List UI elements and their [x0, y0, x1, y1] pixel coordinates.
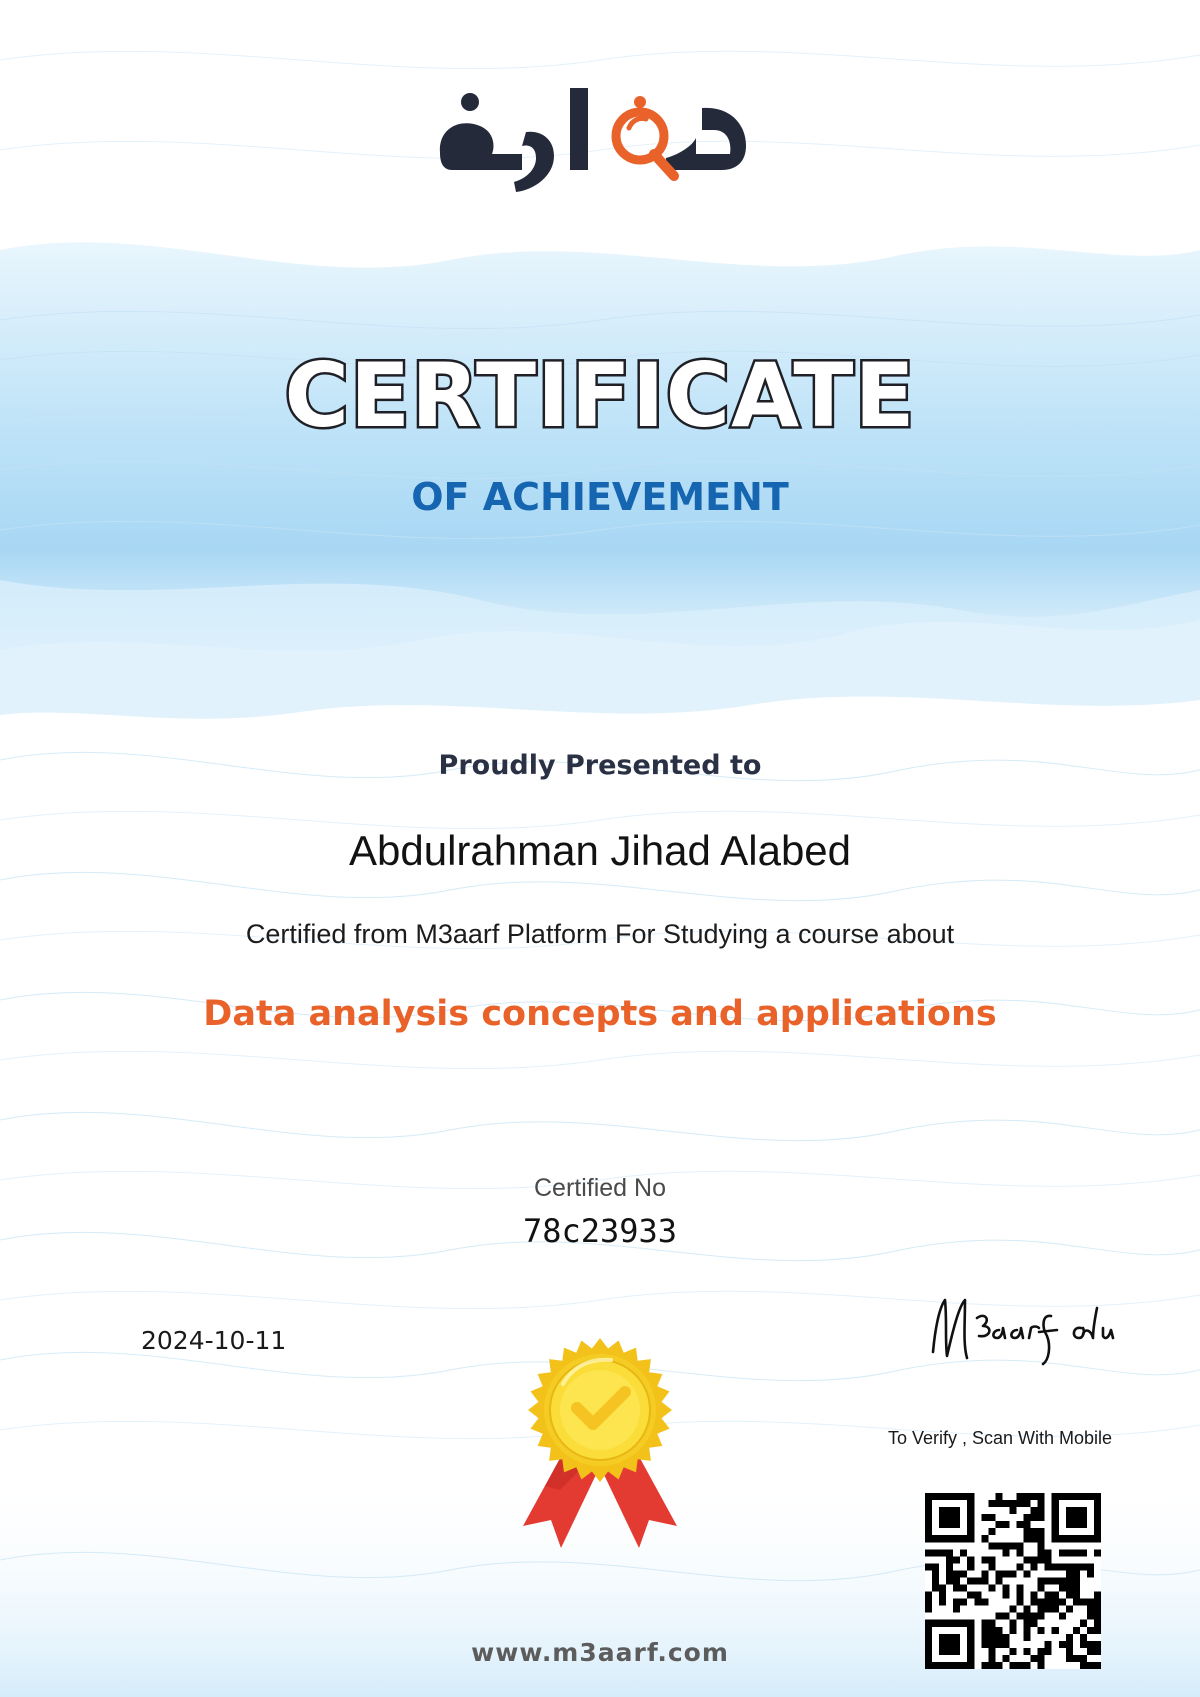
qr-module: [1002, 1570, 1009, 1577]
qr-module: [1017, 1542, 1024, 1549]
qr-module: [1045, 1599, 1052, 1606]
qr-module: [925, 1535, 932, 1542]
qr-module: [967, 1514, 974, 1521]
qr-module: [988, 1620, 995, 1627]
qr-module: [932, 1563, 939, 1570]
qr-module: [1045, 1556, 1052, 1563]
qr-module: [1066, 1514, 1073, 1521]
qr-module: [946, 1556, 953, 1563]
qr-module: [939, 1585, 946, 1592]
qr-module: [1080, 1549, 1087, 1556]
qr-module: [1066, 1585, 1073, 1592]
qr-module: [995, 1570, 1002, 1577]
qr-module: [1038, 1627, 1045, 1634]
qr-module: [1017, 1500, 1024, 1507]
qr-module: [1045, 1563, 1052, 1570]
qr-module: [925, 1493, 932, 1500]
qr-module: [1094, 1507, 1101, 1514]
qr-module: [967, 1627, 974, 1634]
qr-module: [988, 1585, 995, 1592]
recipient-name: Abdulrahman Jihad Alabed: [348, 827, 852, 874]
qr-module: [1073, 1535, 1080, 1542]
qr-module: [1087, 1570, 1094, 1577]
qr-module: [925, 1592, 932, 1599]
qr-module: [1087, 1627, 1094, 1634]
qr-module: [967, 1592, 974, 1599]
qr-module: [1087, 1599, 1094, 1606]
logo-letter-alef: [570, 88, 588, 170]
qr-module: [1052, 1535, 1059, 1542]
qr-module: [946, 1549, 953, 1556]
qr-module: [925, 1514, 932, 1521]
qr-module: [939, 1493, 946, 1500]
qr-module: [1045, 1606, 1052, 1613]
qr-module: [995, 1577, 1002, 1584]
qr-module: [1002, 1549, 1009, 1556]
qr-module: [953, 1493, 960, 1500]
qr-module: [1080, 1521, 1087, 1528]
qr-module: [1038, 1556, 1045, 1563]
qr-module: [967, 1521, 974, 1528]
qr-module: [974, 1592, 981, 1599]
qr-module: [1038, 1613, 1045, 1620]
qr-module: [1017, 1563, 1024, 1570]
qr-module: [1017, 1521, 1024, 1528]
qr-module: [1066, 1570, 1073, 1577]
qr-module: [1038, 1542, 1045, 1549]
qr-module: [1009, 1507, 1016, 1514]
qr-module: [1024, 1627, 1031, 1634]
qr-module: [1094, 1528, 1101, 1535]
qr-module: [1038, 1514, 1045, 1521]
qr-module: [1052, 1577, 1059, 1584]
qr-module: [967, 1535, 974, 1542]
qr-module: [939, 1535, 946, 1542]
qr-module: [981, 1599, 988, 1606]
qr-module: [932, 1577, 939, 1584]
qr-module: [1073, 1521, 1080, 1528]
qr-module: [1002, 1542, 1009, 1549]
qr-module: [960, 1599, 967, 1606]
certificate-number-label: Certified No: [534, 1174, 666, 1202]
qr-module: [925, 1521, 932, 1528]
qr-module: [932, 1535, 939, 1542]
qr-module: [1073, 1549, 1080, 1556]
qr-module: [1066, 1577, 1073, 1584]
qr-module: [1052, 1599, 1059, 1606]
qr-module: [1094, 1613, 1101, 1620]
qr-module: [953, 1514, 960, 1521]
qr-module: [1073, 1563, 1080, 1570]
qr-module: [995, 1521, 1002, 1528]
certificate-subtitle: OF ACHIEVEMENT: [411, 475, 789, 519]
qr-module: [1002, 1521, 1009, 1528]
qr-module: [967, 1528, 974, 1535]
qr-module: [1024, 1535, 1031, 1542]
qr-module: [981, 1627, 988, 1634]
qr-module: [1066, 1549, 1073, 1556]
award-medal: [515, 1330, 685, 1560]
qr-module: [1066, 1493, 1073, 1500]
qr-module: [1094, 1606, 1101, 1613]
qr-module: [981, 1577, 988, 1584]
qr-module: [1052, 1500, 1059, 1507]
issue-date: 2024-10-11: [141, 1326, 287, 1355]
qr-module: [939, 1599, 946, 1606]
qr-module: [1094, 1493, 1101, 1500]
qr-module: [1002, 1585, 1009, 1592]
qr-module: [925, 1549, 932, 1556]
qr-module: [995, 1627, 1002, 1634]
qr-module: [1031, 1563, 1038, 1570]
qr-module: [1038, 1528, 1045, 1535]
qr-module: [1017, 1613, 1024, 1620]
qr-module: [1009, 1570, 1016, 1577]
qr-module: [988, 1514, 995, 1521]
qr-module: [1059, 1613, 1066, 1620]
qr-module: [1080, 1535, 1087, 1542]
qr-module: [1052, 1563, 1059, 1570]
qr-module: [932, 1493, 939, 1500]
certified-from-text: Certified from M3aarf Platform For Studying a course about: [245, 919, 955, 949]
qr-module: [946, 1493, 953, 1500]
qr-module: [1073, 1570, 1080, 1577]
qr-module: [995, 1542, 1002, 1549]
qr-module: [981, 1620, 988, 1627]
qr-module: [1087, 1613, 1094, 1620]
qr-module: [960, 1549, 967, 1556]
verify-instruction: To Verify , Scan With Mobile: [887, 1428, 1113, 1448]
qr-module: [1073, 1493, 1080, 1500]
qr-module: [925, 1620, 932, 1627]
qr-module: [1002, 1500, 1009, 1507]
qr-module: [1038, 1535, 1045, 1542]
qr-module: [953, 1577, 960, 1584]
qr-module: [1087, 1535, 1094, 1542]
qr-module: [988, 1528, 995, 1535]
qr-module: [932, 1570, 939, 1577]
qr-module: [953, 1556, 960, 1563]
qr-module: [1066, 1507, 1073, 1514]
qr-module: [1094, 1549, 1101, 1556]
certificate-title: CERTIFICATE: [284, 344, 916, 447]
qr-module: [1017, 1493, 1024, 1500]
qr-module: [988, 1542, 995, 1549]
signature: [925, 1290, 1125, 1370]
qr-module: [1052, 1514, 1059, 1521]
qr-module: [932, 1549, 939, 1556]
qr-module: [1031, 1507, 1038, 1514]
qr-module: [1066, 1592, 1073, 1599]
qr-module: [995, 1500, 1002, 1507]
qr-module: [1038, 1599, 1045, 1606]
qr-module: [1080, 1514, 1087, 1521]
qr-module: [1038, 1493, 1045, 1500]
qr-module: [1073, 1592, 1080, 1599]
qr-module: [1080, 1599, 1087, 1606]
qr-module: [953, 1599, 960, 1606]
qr-module: [1094, 1620, 1101, 1627]
qr-module: [967, 1556, 974, 1563]
qr-module: [1087, 1493, 1094, 1500]
qr-module: [1017, 1599, 1024, 1606]
qr-module: [946, 1577, 953, 1584]
qr-module: [1017, 1585, 1024, 1592]
qr-module: [1038, 1585, 1045, 1592]
logo-letter-ain: [666, 108, 746, 170]
qr-module: [925, 1528, 932, 1535]
qr-module: [1031, 1528, 1038, 1535]
qr-module: [1059, 1577, 1066, 1584]
qr-module: [960, 1585, 967, 1592]
qr-module: [1059, 1549, 1066, 1556]
qr-module: [974, 1599, 981, 1606]
qr-module: [925, 1563, 932, 1570]
qr-module: [1052, 1493, 1059, 1500]
qr-module: [1094, 1521, 1101, 1528]
qr-module: [967, 1620, 974, 1627]
qr-module: [946, 1570, 953, 1577]
qr-module: [1002, 1613, 1009, 1620]
qr-module: [946, 1563, 953, 1570]
qr-module: [1024, 1620, 1031, 1627]
qr-module: [1045, 1549, 1052, 1556]
qr-module: [1024, 1521, 1031, 1528]
qr-module: [960, 1493, 967, 1500]
qr-module: [939, 1521, 946, 1528]
course-name: Data analysis concepts and applications: [203, 994, 997, 1034]
qr-module: [1087, 1606, 1094, 1613]
qr-module: [981, 1556, 988, 1563]
qr-module: [1009, 1606, 1016, 1613]
qr-module: [981, 1570, 988, 1577]
qr-module: [995, 1613, 1002, 1620]
qr-module: [1094, 1627, 1101, 1634]
qr-module: [995, 1493, 1002, 1500]
qr-module: [1087, 1563, 1094, 1570]
qr-module: [953, 1620, 960, 1627]
qr-module: [1031, 1493, 1038, 1500]
qr-module: [1002, 1592, 1009, 1599]
qr-module: [1045, 1592, 1052, 1599]
qr-module: [974, 1577, 981, 1584]
qr-module: [967, 1507, 974, 1514]
qr-module: [1031, 1613, 1038, 1620]
qr-module: [946, 1514, 953, 1521]
qr-module: [1024, 1528, 1031, 1535]
qr-module: [988, 1627, 995, 1634]
qr-module: [1059, 1493, 1066, 1500]
qr-module: [953, 1521, 960, 1528]
magnifier-icon: [616, 96, 674, 176]
qr-module: [1031, 1599, 1038, 1606]
qr-module: [1073, 1507, 1080, 1514]
qr-module: [1038, 1507, 1045, 1514]
qr-module: [932, 1585, 939, 1592]
qr-module: [960, 1570, 967, 1577]
qr-module: [1052, 1507, 1059, 1514]
qr-module: [1024, 1493, 1031, 1500]
qr-module: [1059, 1535, 1066, 1542]
qr-module: [1059, 1599, 1066, 1606]
qr-module: [1017, 1549, 1024, 1556]
qr-module: [1073, 1627, 1080, 1634]
qr-module: [1066, 1535, 1073, 1542]
qr-module: [1031, 1556, 1038, 1563]
qr-module: [1031, 1620, 1038, 1627]
qr-module: [939, 1514, 946, 1521]
qr-module: [1094, 1514, 1101, 1521]
qr-module: [925, 1507, 932, 1514]
qr-module: [953, 1570, 960, 1577]
qr-module: [1073, 1514, 1080, 1521]
qr-module: [1073, 1599, 1080, 1606]
qr-module: [967, 1500, 974, 1507]
qr-module: [953, 1585, 960, 1592]
qr-module: [1080, 1563, 1087, 1570]
qr-module: [1080, 1620, 1087, 1627]
qr-module: [1009, 1627, 1016, 1634]
qr-module: [988, 1500, 995, 1507]
qr-module: [925, 1500, 932, 1507]
qr-module: [1073, 1577, 1080, 1584]
qr-module: [1031, 1514, 1038, 1521]
qr-module: [1059, 1585, 1066, 1592]
qr-module: [925, 1627, 932, 1634]
qr-module: [1038, 1606, 1045, 1613]
qr-module: [1038, 1577, 1045, 1584]
qr-module: [1009, 1620, 1016, 1627]
qr-module: [1073, 1585, 1080, 1592]
qr-module: [1052, 1521, 1059, 1528]
qr-module: [1052, 1606, 1059, 1613]
qr-module: [981, 1535, 988, 1542]
qr-module: [946, 1535, 953, 1542]
qr-module: [939, 1620, 946, 1627]
qr-module: [1066, 1563, 1073, 1570]
qr-module: [925, 1606, 932, 1613]
qr-module: [1094, 1535, 1101, 1542]
m3aarf-logo: [430, 68, 770, 198]
qr-module: [967, 1563, 974, 1570]
certificate-number-value: 78c23933: [522, 1212, 678, 1250]
qr-module: [1017, 1592, 1024, 1599]
qr-module: [1024, 1606, 1031, 1613]
qr-module: [1066, 1606, 1073, 1613]
logo-letter-fa: [440, 123, 522, 170]
qr-module: [960, 1535, 967, 1542]
qr-module: [1052, 1627, 1059, 1634]
qr-module: [981, 1514, 988, 1521]
qr-module: [1024, 1570, 1031, 1577]
qr-module: [1045, 1577, 1052, 1584]
qr-module: [1094, 1500, 1101, 1507]
qr-module: [953, 1507, 960, 1514]
qr-module: [1080, 1507, 1087, 1514]
qr-module: [1009, 1542, 1016, 1549]
qr-module: [946, 1521, 953, 1528]
qr-module: [988, 1556, 995, 1563]
qr-module: [1024, 1514, 1031, 1521]
qr-module: [932, 1620, 939, 1627]
qr-module: [1024, 1556, 1031, 1563]
qr-module: [967, 1577, 974, 1584]
qr-module: [1031, 1592, 1038, 1599]
qr-module: [1038, 1500, 1045, 1507]
qr-module: [967, 1493, 974, 1500]
qr-module: [1024, 1613, 1031, 1620]
qr-module: [1009, 1500, 1016, 1507]
qr-module: [939, 1507, 946, 1514]
qr-module: [988, 1563, 995, 1570]
qr-module: [1059, 1563, 1066, 1570]
qr-module: [953, 1606, 960, 1613]
website-url[interactable]: www.m3aarf.com: [471, 1638, 729, 1667]
qr-module: [946, 1507, 953, 1514]
qr-module: [1052, 1528, 1059, 1535]
qr-module: [1031, 1535, 1038, 1542]
qr-module: [1038, 1549, 1045, 1556]
qr-module: [1024, 1500, 1031, 1507]
qr-module: [1080, 1493, 1087, 1500]
qr-module: [939, 1592, 946, 1599]
presented-to-label: Proudly Presented to: [438, 750, 762, 781]
qr-module: [946, 1620, 953, 1627]
qr-module: [939, 1549, 946, 1556]
qr-module: [925, 1599, 932, 1606]
qr-module: [1052, 1592, 1059, 1599]
qr-module: [953, 1535, 960, 1542]
qr-module: [1094, 1592, 1101, 1599]
qr-module: [960, 1620, 967, 1627]
qr-module: [1094, 1599, 1101, 1606]
qr-module: [1066, 1521, 1073, 1528]
